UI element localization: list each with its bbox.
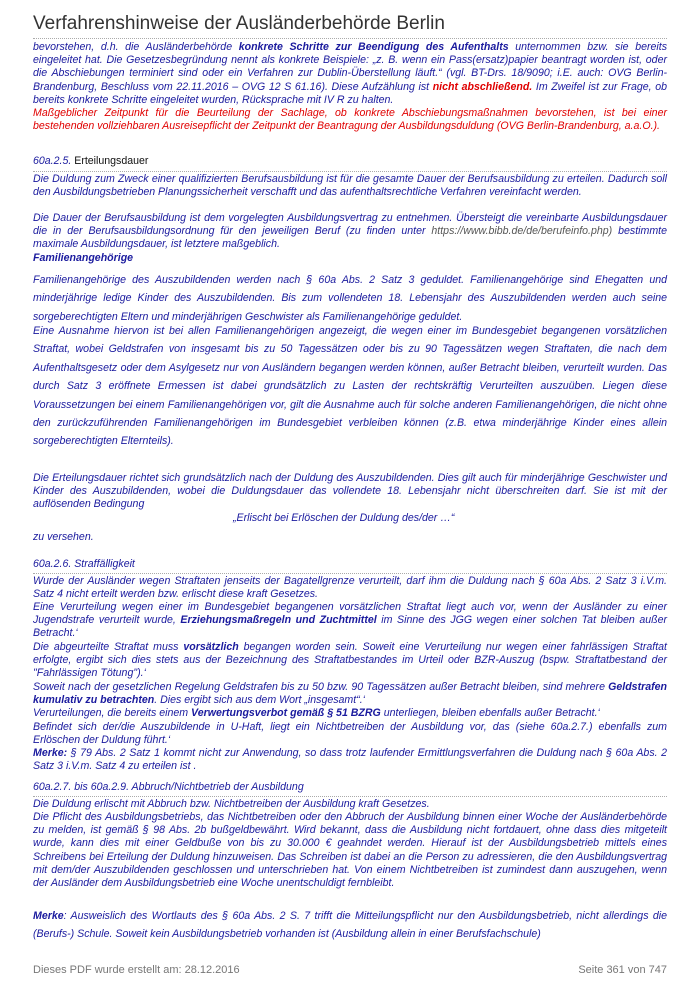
merke-label: Merke: — [33, 747, 68, 759]
text-run-bold: nicht abschließend. — [432, 80, 533, 93]
text-run-bold: Erziehungsmaßregeln und Zuchtmittel — [180, 614, 377, 627]
section-divider — [33, 573, 667, 574]
text-run: § 79 Abs. 2 Satz 1 kommt nicht zur Anwendung, so dass trotz laufender Ermittlungsverfahren die Duldung nach § 60a Abs. 2 Satz 3 i.V.m. Satz 4 zu erteilen ist . — [33, 747, 667, 773]
footer-created: Dieses PDF wurde erstellt am: 28.12.2016 — [33, 964, 240, 976]
text-run: unternommen bzw. sie bereits eingeleitet hat. Die Gesetzesbegründung nennt als konkrete Beispiele: „z. B. wenn ein Pass(ersatz)papier beantragt worden ist, oder die Abschiebungen terminiert sind oder ein Verfahren zur Dublin-Überstellung läuft.“ (vgl. BT-Drs. 18/9090; i.E. auch: OVG Berlin-Brandenburg, Beschluss vom 22.11.2016 – OVG 12 S 61.16). Diese Aufzählung ist — [33, 41, 667, 93]
text-run-bold: vorsätzlich — [183, 641, 239, 653]
paragraph — [33, 681, 667, 707]
paragraph — [33, 601, 667, 641]
paragraph — [33, 907, 667, 944]
section-name: Erteilungsdauer — [74, 155, 149, 167]
text-run: Verurteilungen, die bereits einem — [33, 707, 192, 719]
paragraph — [33, 212, 667, 252]
bibb-link[interactable]: https://www.bibb.de/de/berufeinfo.php) — [431, 225, 613, 238]
text-run: . Dies ergibt sich aus dem Wort „insgesamt“.‘ — [154, 694, 366, 707]
paragraph: Wurde der Ausländer wegen Straftaten jenseits der Bagatellgrenze verurteilt, darf ihm die Duldung nach § 60a Abs. 2 Satz 3 i.V.m. Satz 4 nicht erteilt werden bzw. erlischt diese kraft Gesetzes. — [33, 575, 667, 601]
text-run: Im Zweifel ist zur Frage, ob bereits konkrete Schritte eingeleitet wurden, Rücksprache mit IV R zu halten. — [33, 80, 667, 106]
text-run-bold: Geldstrafen kumulativ zu betrachten — [33, 681, 667, 707]
intro-paragraph — [33, 41, 667, 107]
paragraph: Eine Ausnahme hiervon ist bei allen Familienangehörigen angezeigt, die wegen einer im Bundesgebiet begangenen vorsätzlichen Straftat, wobei Geldstrafen von insgesamt bis zu 50 Tagessätzen oder bis zu 90 Tagessätzen wegen Straftaten, die nach dem Aufenthaltsgesetz oder dem Asylgesetz nur von Ausländern begangen werden können, außer Betracht bleiben, verurteilt wurden. Das durch Satz 3 eröffnete Ermessen ist dabei grundsätzlich zu Lasten der rechtskräftig Verurteilten auszuüben. Liegen diese Voraussetzungen bei einem Familienangehörigen vor, gilt die Ausnahme auch für solche anderen Familienangehörigen, die nicht ohne den zurückzuführenden Familienangehörigen im Bundesgebiet verbleiben können (z.B. etwa minderjährige Kinder eines allein sorgeberechtigten Elternteils). — [33, 325, 667, 448]
text-run: im Sinne des JGG wegen einer solchen Tat bleiben außer Betracht.‘ — [33, 614, 667, 640]
quote-condition: „Erlischt bei Erlöschen der Duldung des/der …“ — [233, 512, 455, 524]
text-run: Eine Verurteilung wegen einer im Bundesgebiet begangenen vorsätzlichen Straftat liegt auch vor, wenn der Ausländer zu einer Jugendstrafe verurteilt wurde, — [33, 601, 667, 627]
section-number: 60a.2.5. — [33, 155, 72, 167]
paragraph — [33, 641, 667, 681]
text-run: : Ausweislich des Wortlauts des § 60a Abs. 2 S. 7 trifft die Mitteilungspflicht nur den Ausbildungsbetrieb, nicht allerdings die (Berufs-) Schule. Soweit kein Ausbildungsbetrieb vorhanden ist (Ausbildung allein in einer Berufsfachschule) — [33, 910, 667, 941]
text-run: Die Dauer der Berufsausbildung ist dem vorgelegten Ausbildungsvertrag zu entnehmen. Übersteigt die vereinbarte Ausbildungsdauer die in der Berufsausbildungsordnung für den jeweiligen Beruf (zu finden unter — [33, 212, 667, 238]
text-run: begangen worden sein. Soweit eine Verurteilung nur wegen einer fahrlässigen Straftat erfolgte, ergibt sich dies stets aus der Bezeichnung des Straftatbestandes im Urteil oder BZR-Auszug (bspw. Straftatbestand der "Fahrlässigen Tötung").‘ — [33, 641, 667, 680]
paragraph — [33, 707, 667, 720]
paragraph: Befindet sich der/die Auszubildende in U-Haft, liegt ein Nichtbetreiben der Ausbildung vor, das (siehe 60a.2.7.) ebenfalls zum Erlöschen der Duldung führt.‘ — [33, 721, 667, 747]
paragraph: Die Duldung erlischt mit Abbruch bzw. Nichtbetreiben der Ausbildung kraft Gesetzes. — [33, 798, 430, 810]
paragraph: zu versehen. — [33, 531, 94, 543]
text-run: bestimmte maximale Ausbildungsdauer, ist letztere maßgeblich. — [33, 225, 667, 251]
header-divider — [33, 38, 667, 39]
section-heading: 60a.2.6. Straffälligkeit — [33, 558, 135, 570]
merke-label: Merke — [33, 910, 64, 922]
text-run-bold: Verwertungsverbot gemäß § 51 BZRG — [191, 707, 381, 719]
section-divider — [33, 171, 667, 172]
section-heading — [33, 155, 667, 168]
section-heading: 60a.2.7. bis 60a.2.9. Abbruch/Nichtbetrieb der Ausbildung — [33, 781, 304, 793]
text-run: Die abgeurteilte Straftat muss — [33, 641, 184, 653]
page-title: Verfahrenshinweise der Ausländerbehörde Berlin — [33, 13, 445, 34]
paragraph: Die Erteilungsdauer richtet sich grundsätzlich nach der Duldung des Auszubildenden. Dies gilt auch für minderjährige Geschwister und Kinder des Auszubildenden, wobei die Duldungsdauer das vollendete 18. Lebensjahr nicht überschreiten darf. Sie ist mit der auflösenden Bedingung — [33, 472, 667, 511]
footer-page-number: Seite 361 von 747 — [578, 964, 667, 976]
intro-paragraph-red: Maßgeblicher Zeitpunkt für die Beurteilung der Sachlage, ob konkrete Abschiebungsmaßnahmen bevorstehen, ist bei einer bestehenden vollziehbaren Ausreisepflicht der Zeitpunkt der Beantragung der Ausbildungsduldung (OVG Berlin-Brandenburg, a.a.O.). — [33, 107, 667, 133]
text-run-bold: konkrete Schritte zur Beendigung des Aufenthalts — [238, 41, 509, 53]
paragraph — [33, 747, 667, 773]
subheading-familienangehoerige: Familienangehörige — [33, 252, 134, 264]
paragraph: Die Pflicht des Ausbildungsbetriebs, das Nichtbetreiben oder den Abbruch der Ausbildung binnen einer Woche der Ausländerbehörde zu melden, ist gemäß § 98 Abs. 2b bußgeldbewährt. Wird bekannt, dass die Ausbildung nicht fortdauert, ohne dass dies mitgeteilt wurde, kann dies mit einer Geldbuße von bis zu 30.000 € geahndet werden. Hierauf ist der Ausbildungsbetrieb mittels eines Schreibens bei Erteilung der Duldung hinzuweisen. Das Schreiben ist dabei an die Person zu adressieren, die den Ausbildungsvertrag mit dem/der Auszubildenden geschlossen und unterschrieben hat. Von einem Nichtbetreiben ist zumindest dann auszugehen, wenn der Ausländer dem Ausbildungsbetrieb eine Woche unentschuldigt fernbleibt. — [33, 811, 667, 890]
section-divider — [33, 796, 667, 797]
text-run: unterliegen, bleiben ebenfalls außer Betracht.‘ — [380, 707, 600, 719]
text-run: Soweit nach der gesetzlichen Regelung Geldstrafen bis zu 50 bzw. 90 Tagessätzen außer Betracht bleiben, sind mehrere — [33, 681, 609, 693]
paragraph: Familienangehörige des Auszubildenden werden nach § 60a Abs. 2 Satz 3 geduldet. Familienangehörige sind Ehegatten und minderjährige ledige Kinder des Auszubildenden. Bis zum vollendeten 18. Lebensjahr des Auszubildenden werden auch seine sorgeberechtigten Eltern und minderjährigen Geschwister als Familienangehörige geduldet. — [33, 274, 667, 323]
text-run: bevorstehen, d.h. die Ausländerbehörde — [33, 41, 239, 53]
paragraph: Die Duldung zum Zweck einer qualifizierten Berufsausbildung ist für die gesamte Dauer der Berufsausbildung zu erteilen. Dadurch soll den Ausbildungsbetrieben Planungssicherheit verschafft und das aufenthaltsrechtliche Verfahren vereinfacht werden. — [33, 173, 667, 199]
